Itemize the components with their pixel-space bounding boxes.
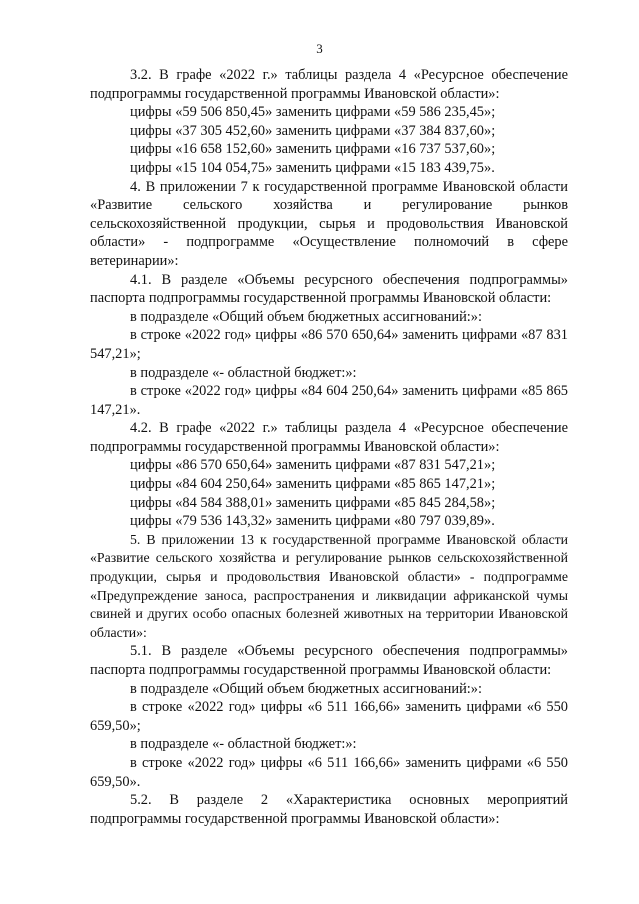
replacement-line: цифры «15 104 054,75» заменить цифрами «15 183 439,75». <box>130 159 495 176</box>
replacement-line: цифры «16 658 152,60» заменить цифрами «16 737 537,60»; <box>130 141 496 158</box>
subsection-total-line: в подразделе «Общий объем бюджетных ассигнований:»: <box>130 680 482 697</box>
paragraph-3-2: 3.2. В графе «2022 г.» таблицы раздела 4 «Ресурсное обеспечение подпрограммы государственной программы Ивановской области»: <box>90 67 568 102</box>
replacement-line: в строке «2022 год» цифры «6 511 166,66» заменить цифрами «6 550 659,50». <box>90 754 568 790</box>
replacement-line: цифры «84 584 388,01» заменить цифрами «85 845 284,58»; <box>130 494 496 511</box>
replacement-line: цифры «37 305 452,60» заменить цифрами «37 384 837,60»; <box>130 122 496 139</box>
subsection-regional-line: в подразделе «- областной бюджет:»: <box>130 364 357 381</box>
replacement-line: в строке «2022 год» цифры «86 570 650,64» заменить цифрами «87 831 547,21»; <box>90 327 568 362</box>
paragraph-4: 4. В приложении 7 к государственной программе Ивановской области «Развитие сельского хозяйства и регулирование рынков сельскохозяйственной продукции, сырья и продовольствия Ивановской области» - подпрограмме «Осуществление полномочий в сфере ветеринарии»: <box>90 178 568 269</box>
paragraph-5: 5. В приложении 13 к государственной программе Ивановской области «Развитие сельского хозяйства и регулирование рынков сельскохозяйственной продукции, сырья и продовольствия Ивановской области» - подпрограмме «Предупреждение заноса, распространения и ликвидации африканской чумы свиней и других особо опасных болезней животных на территории Ивановской области»: <box>90 531 568 640</box>
paragraph-5-1: 5.1. В разделе «Объемы ресурсного обеспечения подпрограммы» паспорта подпрограммы государственной программы Ивановской области: <box>90 643 568 678</box>
replacement-line: цифры «86 570 650,64» заменить цифрами «87 831 547,21»; <box>130 457 496 474</box>
replacement-line: цифры «79 536 143,32» заменить цифрами «80 797 039,89». <box>130 513 495 530</box>
paragraph-4-1: 4.1. В разделе «Объемы ресурсного обеспечения подпрограммы» паспорта подпрограммы государственной программы Ивановской области: <box>90 271 568 307</box>
page-number: 3 <box>316 41 323 56</box>
replacement-line: цифры «59 506 850,45» заменить цифрами «59 586 235,45»; <box>130 104 496 121</box>
replacement-line: в строке «2022 год» цифры «84 604 250,64» заменить цифрами «85 865 147,21». <box>90 383 568 418</box>
subsection-total-line: в подразделе «Общий объем бюджетных ассигнований:»: <box>130 308 482 325</box>
document-body <box>90 66 568 828</box>
paragraph-4-2: 4.2. В графе «2022 г.» таблицы раздела 4 «Ресурсное обеспечение подпрограммы государственной программы Ивановской области»: <box>90 420 568 455</box>
paragraph-5-2: 5.2. В разделе 2 «Характеристика основных мероприятий подпрограммы государственной программы Ивановской области»: <box>90 792 568 827</box>
replacement-line: в строке «2022 год» цифры «6 511 166,66» заменить цифрами «6 550 659,50»; <box>90 699 568 734</box>
subsection-regional-line: в подразделе «- областной бюджет:»: <box>130 736 357 753</box>
replacement-line: цифры «84 604 250,64» заменить цифрами «85 865 147,21»; <box>130 476 496 493</box>
